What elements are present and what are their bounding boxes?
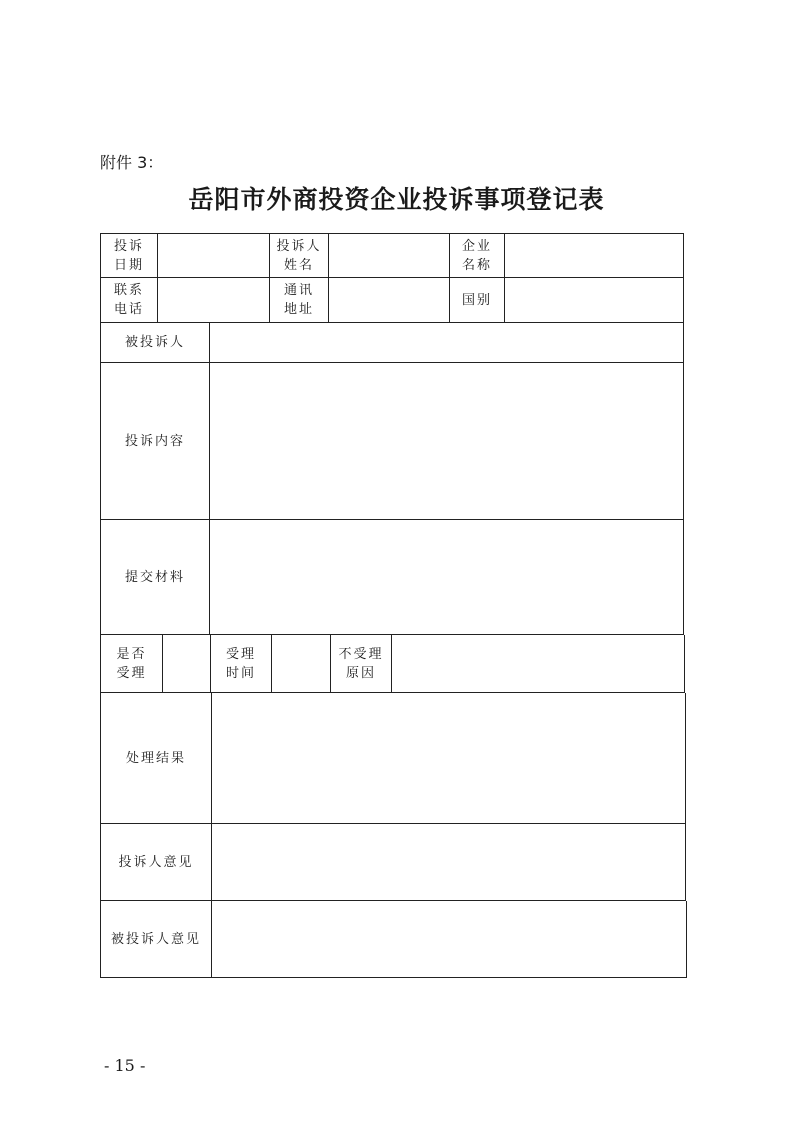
rejection-reason-label: 不受理 原因 — [331, 635, 392, 692]
complainant-opinion-field[interactable] — [212, 824, 685, 900]
respondent-opinion-field[interactable] — [212, 901, 686, 977]
complainant-name-field[interactable] — [329, 234, 450, 277]
phone-label: 联系 电话 — [101, 278, 158, 322]
table-row — [100, 520, 684, 635]
address-field[interactable] — [329, 278, 450, 322]
company-name-field[interactable] — [505, 234, 683, 277]
country-label: 国别 — [450, 278, 505, 322]
table-row — [100, 323, 684, 363]
result-label: 处理结果 — [101, 693, 212, 823]
table-row — [100, 233, 684, 278]
country-field[interactable] — [505, 278, 683, 322]
materials-field[interactable] — [210, 520, 683, 634]
table-row — [100, 901, 687, 978]
acceptance-time-field[interactable] — [272, 635, 331, 692]
complaint-date-label: 投诉 日期 — [101, 234, 158, 277]
table-row — [100, 363, 684, 520]
table-row — [100, 824, 686, 901]
address-label: 通讯 地址 — [270, 278, 329, 322]
accepted-field[interactable] — [163, 635, 211, 692]
rejection-reason-field[interactable] — [392, 635, 684, 692]
company-name-label: 企业 名称 — [450, 234, 505, 277]
respondent-label: 被投诉人 — [101, 323, 210, 362]
complainant-name-label: 投诉人 姓名 — [270, 234, 329, 277]
form-title: 岳阳市外商投资企业投诉事项登记表 — [188, 185, 605, 214]
result-field[interactable] — [212, 693, 685, 823]
table-row — [100, 635, 685, 693]
complaint-date-field[interactable] — [158, 234, 270, 277]
attachment-label: 附件 3： — [100, 153, 164, 172]
complaint-content-label: 投诉内容 — [101, 363, 210, 519]
table-row — [100, 693, 686, 824]
materials-label: 提交材料 — [101, 520, 210, 634]
accepted-label: 是否 受理 — [101, 635, 163, 692]
complaint-content-field[interactable] — [210, 363, 683, 519]
page-number: - 15 - — [104, 1056, 146, 1075]
respondent-field[interactable] — [210, 323, 683, 362]
complainant-opinion-label: 投诉人意见 — [101, 824, 212, 900]
table-row — [100, 278, 684, 323]
respondent-opinion-label: 被投诉人意见 — [101, 901, 212, 977]
phone-field[interactable] — [158, 278, 270, 322]
acceptance-time-label: 受理 时间 — [211, 635, 272, 692]
